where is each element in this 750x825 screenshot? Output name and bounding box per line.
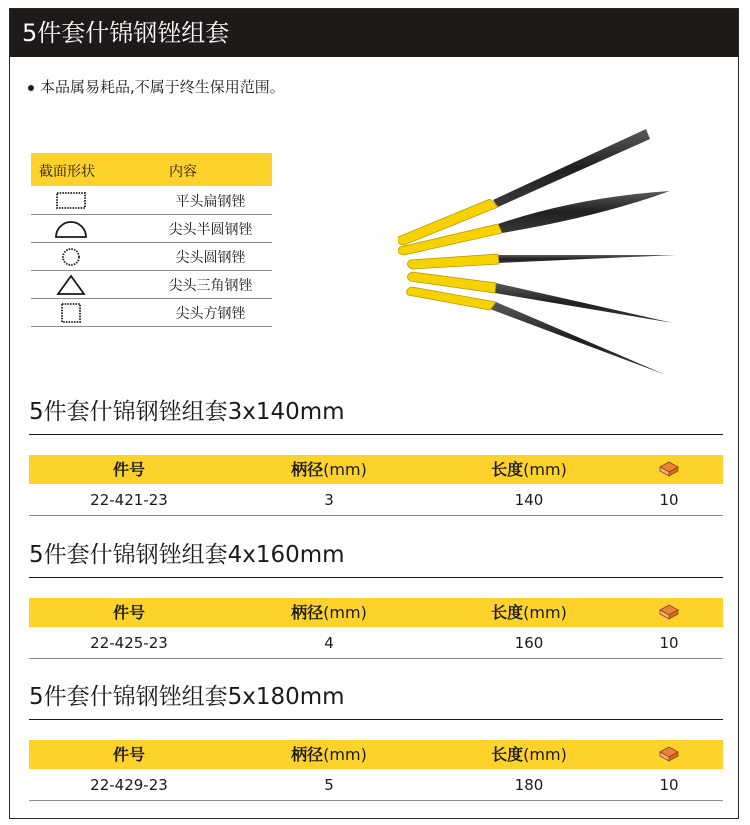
- cross-section-row: [31, 299, 272, 327]
- box-icon: [658, 604, 680, 620]
- spec-table-row: [29, 628, 723, 659]
- header-content: 内容: [169, 164, 197, 180]
- section-rule: [29, 577, 723, 578]
- box-icon: [658, 746, 680, 762]
- bullet-icon: [28, 85, 34, 91]
- header-length: 长度(mm): [491, 460, 567, 479]
- spec-table-row: [29, 485, 723, 516]
- handle-dia: 3: [324, 491, 334, 509]
- spec-table-header: [29, 598, 723, 627]
- length: 140: [514, 491, 544, 509]
- part-no: 22-429-23: [90, 776, 168, 794]
- header-handle-dia: 柄径(mm): [291, 460, 367, 479]
- length: 160: [514, 634, 544, 652]
- cross-section-row: [31, 271, 272, 299]
- cross-section-row: [31, 243, 272, 271]
- header-handle-dia: 柄径(mm): [291, 745, 367, 764]
- spec-table-header: [29, 740, 723, 769]
- section-rule: [29, 434, 723, 435]
- cross-section-label: 尖头三角钢锉: [168, 278, 253, 294]
- handle-dia: 5: [324, 776, 334, 794]
- cross-section-label: 尖头半圆钢锉: [168, 222, 253, 238]
- header-handle-dia: 柄径(mm): [291, 603, 367, 622]
- header-length: 长度(mm): [491, 745, 567, 764]
- qty: 10: [659, 634, 679, 652]
- part-no: 22-425-23: [90, 634, 168, 652]
- header-part-no: 件号: [112, 745, 145, 764]
- section-title: 5件套什锦钢锉组套4x160mm: [29, 542, 345, 568]
- cross-section-row: [31, 187, 272, 215]
- header-part-no: 件号: [112, 460, 145, 479]
- cross-section-row: [31, 215, 272, 243]
- qty: 10: [659, 491, 679, 509]
- box-icon: [658, 461, 680, 477]
- square-icon: [53, 302, 89, 324]
- note-text: 本品属易耗品,不属于终生保用范围。: [40, 78, 285, 96]
- header-qty: [624, 740, 714, 769]
- length: 180: [514, 776, 544, 794]
- half-round-icon: [53, 218, 89, 240]
- round-icon: [53, 246, 89, 268]
- cross-section-label: 平头扁钢锉: [175, 194, 246, 210]
- header-length: 长度(mm): [491, 603, 567, 622]
- spec-table-header: [29, 455, 723, 484]
- section-title: 5件套什锦钢锉组套3x140mm: [29, 399, 345, 425]
- page-frame: [9, 8, 739, 819]
- part-no: 22-421-23: [90, 491, 168, 509]
- needle-files-image: [398, 127, 688, 387]
- header-shape: 截面形状: [39, 164, 95, 180]
- cross-section-label: 尖头方钢锉: [175, 306, 246, 322]
- flat-rectangle-icon: [53, 190, 89, 212]
- page-header: [10, 9, 738, 57]
- header-qty: [624, 598, 714, 627]
- spec-table-row: [29, 770, 723, 801]
- cross-section-header: [31, 153, 272, 186]
- cross-section-label: 尖头圆钢锉: [175, 250, 246, 266]
- handle-dia: 4: [324, 634, 334, 652]
- header-qty: [624, 455, 714, 484]
- section-title: 5件套什锦钢锉组套5x180mm: [29, 684, 345, 710]
- consumable-note: [28, 77, 285, 97]
- qty: 10: [659, 776, 679, 794]
- cross-section-table: [31, 153, 272, 333]
- header-part-no: 件号: [112, 603, 145, 622]
- section-rule: [29, 719, 723, 720]
- triangle-icon: [53, 274, 89, 296]
- page-title: 5件套什锦钢锉组套: [22, 19, 230, 47]
